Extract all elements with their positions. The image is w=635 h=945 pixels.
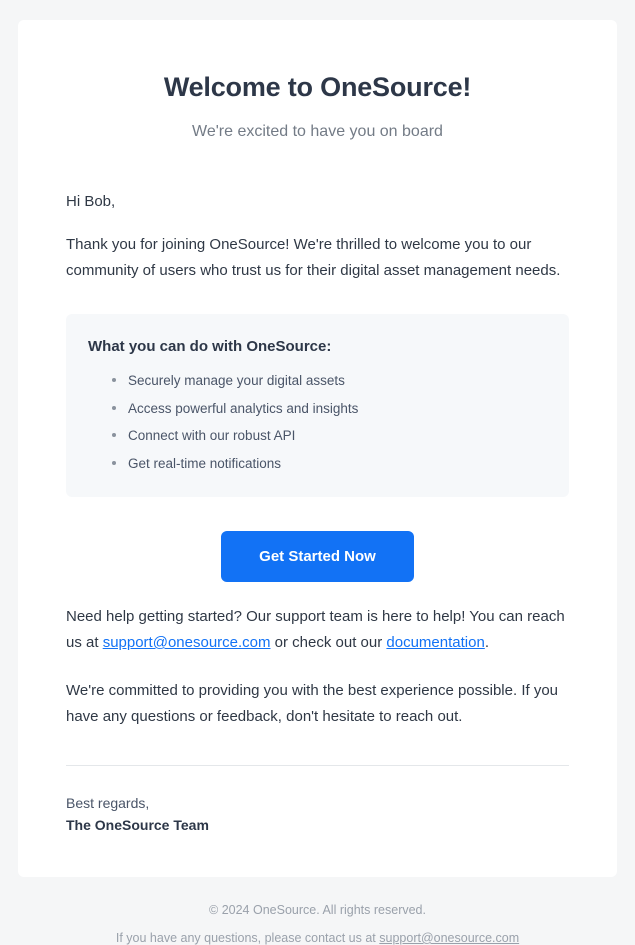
cta-row bbox=[66, 531, 569, 582]
greeting-text: Hi Bob, bbox=[66, 193, 116, 210]
list-item: Get real-time notifications bbox=[110, 454, 547, 475]
page-title: Welcome to OneSource! bbox=[163, 72, 472, 102]
closing-paragraph: We're committed to providing you with the best experience possible. If you have any questions or feedback, don't hesitate to reach out. bbox=[66, 681, 559, 725]
signoff-text: Best regards, bbox=[66, 795, 150, 812]
footer-contact-text: If you have any questions, please contact us at bbox=[115, 930, 380, 945]
support-text-after: . bbox=[484, 634, 489, 652]
email-footer bbox=[0, 877, 635, 945]
support-paragraph bbox=[66, 604, 569, 656]
footer-contact bbox=[18, 931, 617, 945]
features-heading: What you can do with OneSource: bbox=[88, 337, 332, 355]
list-item: Securely manage your digital assets bbox=[110, 371, 547, 392]
features-panel bbox=[66, 314, 569, 498]
documentation-link[interactable]: documentation bbox=[386, 634, 485, 652]
support-text-middle: or check out our bbox=[270, 634, 387, 652]
page-subtitle: We're excited to have you on board bbox=[192, 123, 443, 140]
features-list bbox=[88, 371, 547, 476]
list-item: Access powerful analytics and insights bbox=[110, 399, 547, 420]
footer-support-email-link[interactable]: support@onesource.com bbox=[379, 930, 520, 945]
support-text-before: Need help getting started? Our support team is here to help! You can reach us at bbox=[66, 608, 565, 652]
signoff-name: The OneSource Team bbox=[66, 816, 209, 833]
support-email-link[interactable]: support@onesource.com bbox=[102, 634, 271, 652]
get-started-button[interactable]: Get Started Now bbox=[221, 531, 414, 582]
list-item: Connect with our robust API bbox=[110, 426, 547, 447]
intro-paragraph: Thank you for joining OneSource! We're thrilled to welcome you to our community of users who trust us for their digital asset management needs. bbox=[66, 236, 561, 279]
divider bbox=[66, 765, 569, 766]
email-card bbox=[18, 20, 617, 877]
footer-copyright: © 2024 OneSource. All rights reserved. bbox=[209, 902, 426, 917]
